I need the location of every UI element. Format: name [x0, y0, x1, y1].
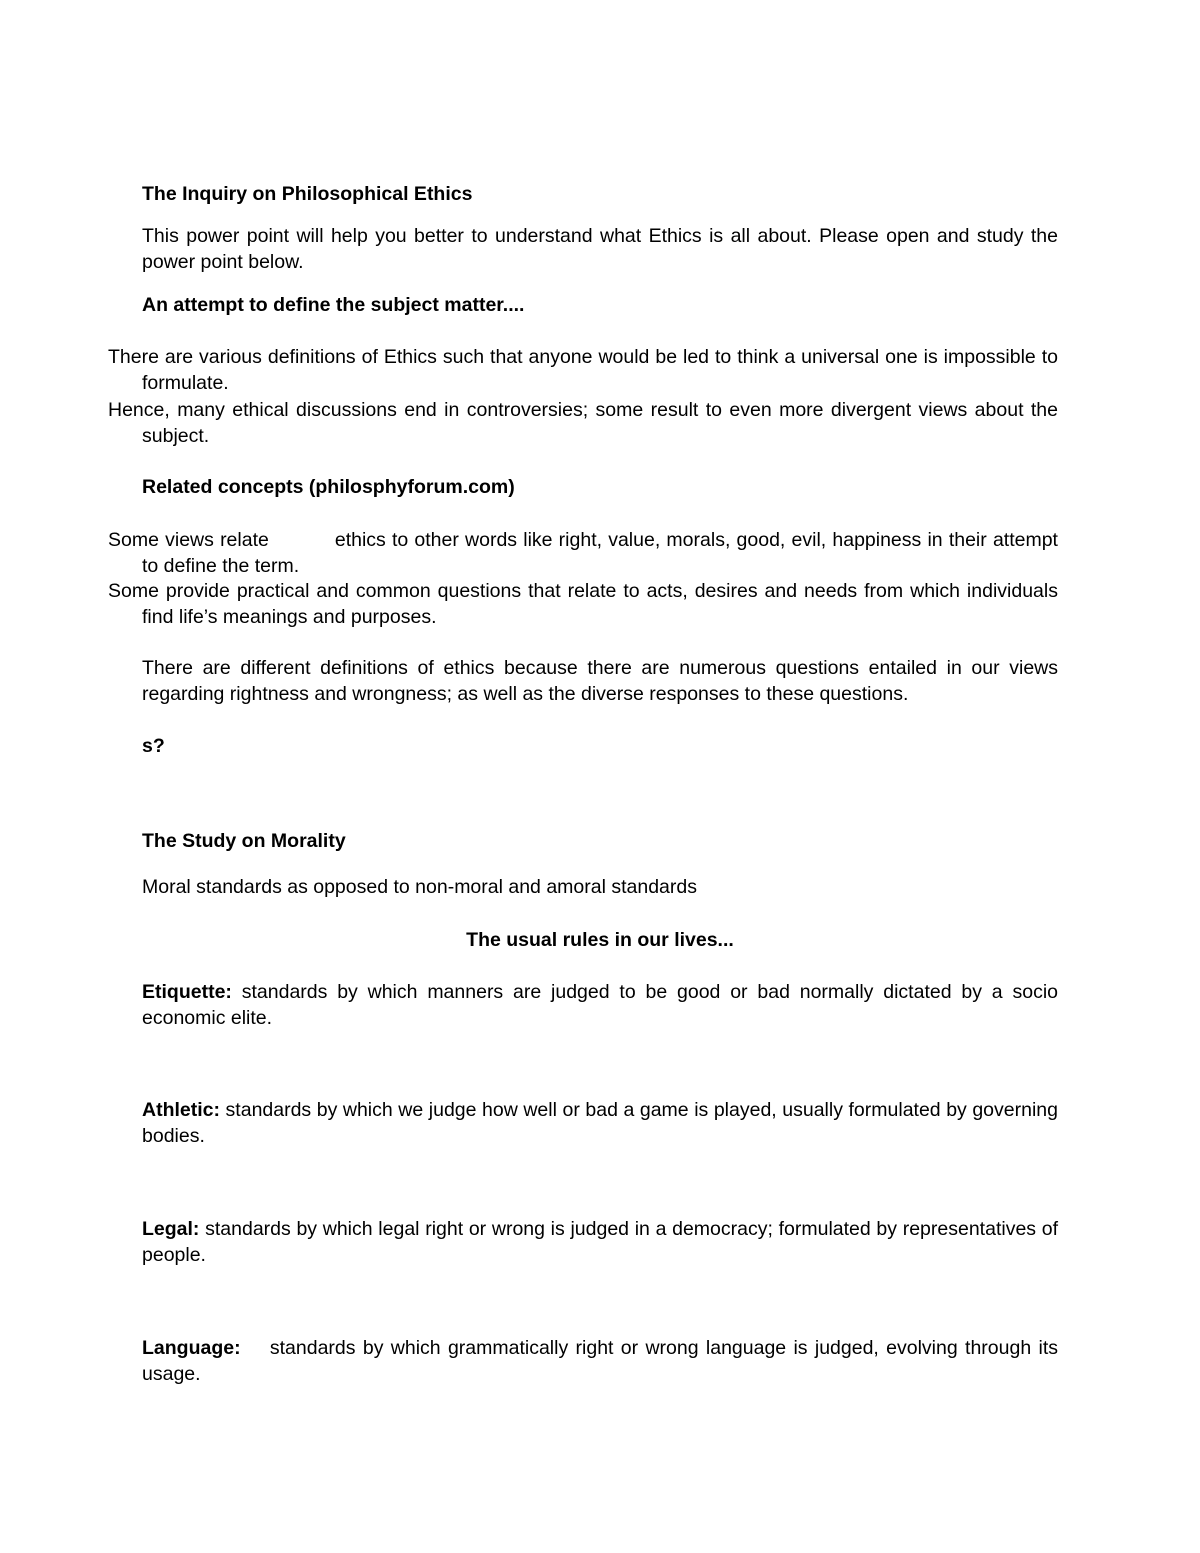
document-title: The Inquiry on Philosophical Ethics: [142, 183, 473, 205]
rule-athletic: [142, 1097, 1058, 1149]
related-paragraph-2: Some provide practical and common questions that relate to acts, desires and needs from which individuals find life’s meanings and purposes.: [108, 580, 1058, 628]
related-paragraph-1: [108, 527, 1058, 579]
rule-legal-text: standards by which legal right or wrong is judged in a democracy; formulated by representatives of people.: [142, 1218, 1058, 1266]
fragment-text: s?: [142, 735, 165, 757]
related-heading: Related concepts (philosphyforum.com): [142, 476, 515, 498]
rule-etiquette-term: Etiquette:: [142, 981, 232, 1003]
intro-paragraph: This power point will help you better to understand what Ethics is all about. Please open and study the power point below.: [142, 225, 1058, 273]
rule-language: [142, 1335, 1064, 1387]
rule-athletic-text: standards by which we judge how well or bad a game is played, usually formulated by governing bodies.: [142, 1099, 1058, 1147]
rule-language-text: standards by which grammatically right or wrong language is judged, evolving through its usage.: [142, 1337, 1064, 1385]
rule-language-term: Language:: [142, 1337, 241, 1359]
related-paragraph-1-start: Some views relate: [108, 529, 269, 551]
rules-heading: The usual rules in our lives...: [466, 929, 734, 951]
morality-heading: The Study on Morality: [142, 830, 346, 852]
rule-etiquette-text: standards by which manners are judged to be good or bad normally dictated by a socio economic elite.: [142, 981, 1058, 1029]
define-paragraph-2: Hence, many ethical discussions end in controversies; some result to even more divergent views about the subject.: [108, 399, 1058, 447]
rule-etiquette: [142, 979, 1058, 1031]
rule-athletic-term: Athletic:: [142, 1099, 220, 1121]
related-paragraph-1-rest: ethics to other words like right, value, morals, good, evil, happiness in their attempt to define the term.: [142, 529, 1058, 577]
define-paragraph-1: There are various definitions of Ethics such that anyone would be led to think a universal one is impossible to formulate.: [108, 346, 1058, 394]
rule-legal: [142, 1216, 1058, 1268]
rule-legal-term: Legal:: [142, 1218, 200, 1240]
related-paragraph-3: There are different definitions of ethics because there are numerous questions entailed in our views regarding rightness and wrongness; as well as the diverse responses to these questions.: [142, 657, 1058, 705]
define-heading: An attempt to define the subject matter....: [142, 294, 525, 316]
morality-subheading: Moral standards as opposed to non-moral and amoral standards: [142, 876, 697, 898]
